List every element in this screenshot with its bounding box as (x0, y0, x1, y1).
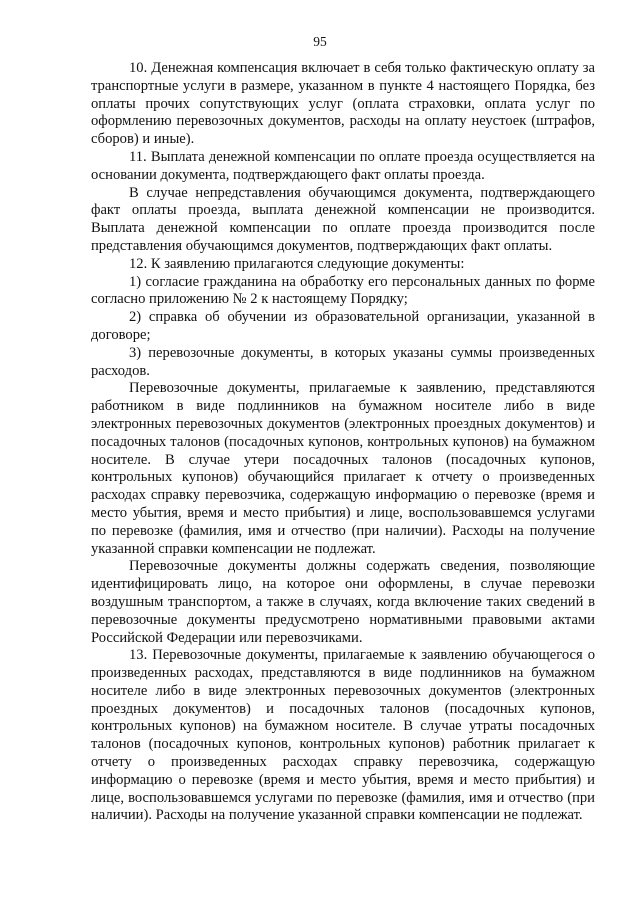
paragraph-document-requirements: Перевозочные документы должны содержать сведения, позволяющие идентифицировать лицо, на которое они оформлены, в случае перевозки воздушным транспортом, а также в случаях, когда включение таких сведений в перевозочные документы предусмотрено нормативными правовыми актами Российской Федерации или перевозчиками. (91, 558, 595, 646)
paragraph-10: 10. Денежная компенсация включает в себя только фактическую оплату за транспортные услуги в размере, указанном в пункте 4 настоящего Порядка, без оплаты прочих сопутствующих услуг (оплата страховки, оплата услуг по оформлению перевозочных документов, расходы на оплату неустоек (штрафов, сборов) и иные). (91, 60, 595, 148)
paragraph-non-submission: В случае непредставления обучающимся документа, подтверждающего факт оплаты проезда, выплата денежной компенсации не производится. Выплата денежной компенсации по оплате проезда производится после представления обучающимся документов, подтверждающих факт оплаты. (91, 184, 595, 254)
paragraph-travel-documents: Перевозочные документы, прилагаемые к заявлению, представляются работником в виде подлинников на бумажном носителе либо в виде электронных перевозочных документов (электронных проездных документов) и посадочных талонов (посадочных купонов, контрольных купонов) на бумажном носителе. В случае утери посадочных талонов (посадочных купонов, контрольных купонов) обучающийся прилагает к отчету о произведенных расходах справку перевозчика, содержащую информацию о перевозке (время и место убытия, время и место прибытия) и лице, воспользовавшемся услугами по перевозке (фамилия, имя и отчество (при наличии). Расходы на получение указанной справки компенсации не подлежат. (91, 380, 595, 557)
page-number: 95 (313, 34, 327, 49)
paragraph-11: 11. Выплата денежной компенсации по оплате проезда осуществляется на основании документа, подтверждающего факт оплаты проезда. (91, 148, 595, 183)
list-item-2: 2) справка об обучении из образовательной организации, указанной в договоре; (91, 309, 595, 343)
list-item-3: 3) перевозочные документы, в которых указаны суммы произведенных расходов. (91, 344, 595, 379)
document-body (91, 60, 595, 825)
list-item-1: 1) согласие гражданина на обработку его персональных данных по форме согласно приложению № 2 к настоящему Порядку; (91, 273, 595, 308)
paragraph-12: 12. К заявлению прилагаются следующие документы: (129, 255, 465, 272)
paragraph-13: 13. Перевозочные документы, прилагаемые к заявлению обучающегося о произведенных расходах, представляются в виде подлинников на бумажном носителе либо в виде электронных перевозочных документов (электронных проездных документов) и посадочных талонов (посадочных купонов, контрольных купонов) на бумажном носителе. В случае утраты посадочных талонов (посадочных купонов, контрольных купонов) работник прилагает к отчету о произведенных расходах справку перевозчика, содержащую информацию о перевозке (время и место убытия, время и место прибытия) и лице, воспользовавшемся услугами по перевозке (фамилия, имя и отчество (при наличии). Расходы на получение указанной справки компенсации не подлежат. (91, 647, 595, 824)
